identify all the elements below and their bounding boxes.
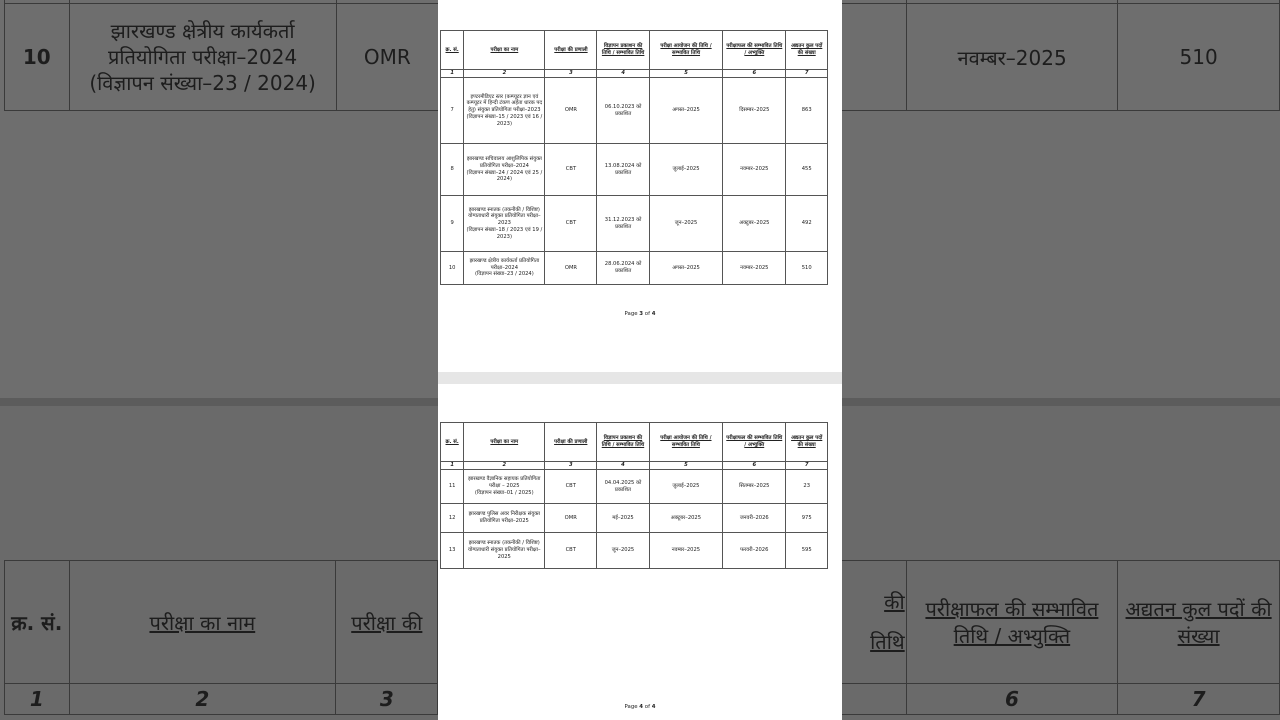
header-exam-name: परीक्षा का नाम	[464, 31, 545, 70]
cell-serial-no: 7	[441, 78, 464, 144]
cell-result-date: नवम्बर–2025	[723, 252, 786, 285]
cell-exam-mode: OMR	[545, 504, 597, 533]
header-exam-date: परीक्षा आयोजन की तिथि / सम्भावित तिथि	[649, 423, 722, 462]
cell-exam-mode: CBT	[545, 533, 597, 569]
bg-header-posts: अद्यतन कुल पदों की संख्या	[1118, 561, 1280, 684]
column-number: 2	[464, 70, 545, 78]
cell-exam-name: झारखण्ड सचिवालय आशुलिपिक संयुक्त प्रतियोगिता परीक्षा–2024 (विज्ञापन संख्या–24 / 2024 एवं 25 / 2024)	[464, 144, 545, 196]
column-number: 7	[786, 462, 828, 470]
cell-serial-no: 8	[441, 144, 464, 196]
table-row	[441, 196, 828, 252]
cell-exam-date: जुलाई–2025	[649, 470, 722, 504]
cell-exam-name: इण्टरमीडिएट स्तर (कम्प्यूटर ज्ञान एवं कम्प्यूटर में हिन्दी टंकण अर्हता धारक पद हेतु) संयुक्त प्रतियोगिता परीक्षा–2023 (विज्ञापन संख्या–15 / 2023 एवं 16 / 2023)	[464, 78, 545, 144]
exam-schedule-table-page-4	[440, 422, 828, 569]
cell-advertisement-date: 04.04.2025 को प्रकाशित	[597, 470, 649, 504]
bg-header-sno: क्र. सं.	[5, 561, 70, 684]
cell-exam-name: झारखण्ड क्षेत्रीय कार्यकर्ता प्रतियोगिता परीक्षा–2024 (विज्ञापन संख्या–23 / 2024)	[464, 252, 545, 285]
cell-result-date: अक्टूबर–2025	[723, 196, 786, 252]
cell-exam-name: झारखण्ड वैज्ञानिक सहायक प्रतियोगिता परीक्षा – 2025 (विज्ञापन संख्या–01 / 2025)	[464, 470, 545, 504]
cell-exam-mode: CBT	[545, 470, 597, 504]
cell-total-posts: 492	[786, 196, 828, 252]
bg-exam-name: झारखण्ड क्षेत्रीय कार्यकर्ता प्रतियोगिता परीक्षा–2024 (विज्ञापन संख्या–23 / 2024)	[69, 4, 336, 111]
column-number: 3	[545, 462, 597, 470]
column-number: 4	[597, 462, 649, 470]
bg-posts: 510	[1118, 4, 1280, 111]
document-viewer[interactable]	[438, 0, 842, 720]
cell-total-posts: 510	[786, 252, 828, 285]
header-advertisement-date: विज्ञापन प्रकाशन की तिथि / सम्भावित तिथि	[597, 31, 649, 70]
cell-advertisement-date: 13.08.2024 को प्रकाशित	[597, 144, 649, 196]
document-page-4	[438, 384, 842, 720]
cell-exam-date: अक्टूबर–2025	[649, 504, 722, 533]
bg-num-7: 7	[1118, 684, 1280, 715]
table-row	[441, 533, 828, 569]
column-number: 5	[649, 462, 722, 470]
table-row	[441, 78, 828, 144]
column-number: 6	[723, 462, 786, 470]
footer-prefix: Page	[624, 704, 640, 710]
cell-exam-date: जून–2025	[649, 196, 722, 252]
cell-advertisement-date: 31.12.2023 को प्रकाशित	[597, 196, 649, 252]
header-total-posts: अद्यतन कुल पदों की संख्या	[786, 423, 828, 462]
cell-total-posts: 863	[786, 78, 828, 144]
footer-total-pages: 4	[651, 311, 656, 317]
footer-of: of	[643, 704, 652, 710]
cell-advertisement-date: 06.10.2023 को प्रकाशित	[597, 78, 649, 144]
column-number-row	[441, 462, 828, 470]
cell-advertisement-date: 28.06.2024 को प्रकाशित	[597, 252, 649, 285]
cell-total-posts: 23	[786, 470, 828, 504]
cell-serial-no: 10	[441, 252, 464, 285]
bg-num-6: 6	[906, 684, 1117, 715]
bg-mode: OMR	[336, 4, 438, 111]
column-number: 2	[464, 462, 545, 470]
bg-sno: 10	[5, 4, 70, 111]
bg-header-exam: की तिथि	[438, 561, 906, 684]
page-footer	[438, 311, 842, 317]
cell-exam-mode: OMR	[545, 252, 597, 285]
bg-num-2: 2	[69, 684, 336, 715]
cell-exam-mode: CBT	[545, 144, 597, 196]
column-number: 7	[786, 70, 828, 78]
page-separator	[438, 372, 842, 384]
cell-result-date: जनवरी–2026	[723, 504, 786, 533]
table-row	[441, 144, 828, 196]
cell-serial-no: 13	[441, 533, 464, 569]
cell-exam-name: झारखण्ड पुलिस अवर निरीक्षक संयुक्त प्रतियोगिता परीक्षा–2025	[464, 504, 545, 533]
column-number: 1	[441, 70, 464, 78]
header-total-posts: अद्यतन कुल पदों की संख्या	[786, 31, 828, 70]
cell-advertisement-date: जून–2025	[597, 533, 649, 569]
cell-serial-no: 9	[441, 196, 464, 252]
exam-schedule-table-page-3	[440, 30, 828, 285]
cell-total-posts: 455	[786, 144, 828, 196]
column-number: 1	[441, 462, 464, 470]
footer-page-number: 3	[639, 311, 644, 317]
header-exam-name: परीक्षा का नाम	[464, 423, 545, 462]
cell-exam-mode: OMR	[545, 78, 597, 144]
column-number: 5	[649, 70, 722, 78]
cell-result-date: नवम्बर–2025	[723, 144, 786, 196]
column-number: 3	[545, 70, 597, 78]
header-advertisement-date: विज्ञापन प्रकाशन की तिथि / सम्भावित तिथि	[597, 423, 649, 462]
document-page-3	[438, 0, 842, 372]
footer-of: of	[643, 311, 652, 317]
cell-exam-date: नवम्बर–2025	[649, 533, 722, 569]
cell-exam-date: जुलाई–2025	[649, 144, 722, 196]
table-row	[441, 504, 828, 533]
column-number-row	[441, 70, 828, 78]
cell-exam-name: झारखण्ड स्नातक (तकनीकी / विशिष्ट) योग्यताधारी संयुक्त प्रतियोगिता परीक्षा–2025	[464, 533, 545, 569]
bg-num-3: 3	[336, 684, 438, 715]
cell-exam-date: अगस्त–2025	[649, 78, 722, 144]
header-serial-no: क्र. सं.	[441, 423, 464, 462]
table-header-row	[441, 423, 828, 462]
cell-exam-date: अगस्त–2025	[649, 252, 722, 285]
header-serial-no: क्र. सं.	[441, 31, 464, 70]
header-result-date: परीक्षाफल की सम्भावित तिथि / अभ्युक्ति	[723, 423, 786, 462]
page-footer	[438, 704, 842, 710]
header-exam-date: परीक्षा आयोजन की तिथि / सम्भावित तिथि	[649, 31, 722, 70]
cell-exam-mode: CBT	[545, 196, 597, 252]
bg-num-1: 1	[5, 684, 70, 715]
footer-total-pages: 4	[651, 704, 656, 710]
cell-advertisement-date: मई–2025	[597, 504, 649, 533]
cell-total-posts: 975	[786, 504, 828, 533]
cell-exam-name: झारखण्ड स्नातक (तकनीकी / विशिष्ट) योग्यताधारी संयुक्त प्रतियोगिता परीक्षा–2023 (विज्ञापन संख्या–18 / 2023 एवं 19 / 2023)	[464, 196, 545, 252]
bg-header-mode: परीक्षा की	[336, 561, 438, 684]
cell-result-date: फरवरी–2026	[723, 533, 786, 569]
table-row	[441, 252, 828, 285]
bg-result: नवम्बर–2025	[906, 4, 1117, 111]
header-exam-mode: परीक्षा की प्रणाली	[545, 31, 597, 70]
table-row	[441, 470, 828, 504]
cell-result-date: दिसम्बर–2025	[723, 78, 786, 144]
column-number: 6	[723, 70, 786, 78]
bg-header-name: परीक्षा का नाम	[69, 561, 336, 684]
footer-page-number: 4	[639, 704, 644, 710]
cell-serial-no: 11	[441, 470, 464, 504]
table-header-row	[441, 31, 828, 70]
cell-result-date: सितम्बर–2025	[723, 470, 786, 504]
cell-total-posts: 595	[786, 533, 828, 569]
footer-prefix: Page	[624, 311, 640, 317]
column-number: 4	[597, 70, 649, 78]
bg-header-result: परीक्षाफल की सम्भावित तिथि / अभ्युक्ति	[906, 561, 1117, 684]
header-exam-mode: परीक्षा की प्रणाली	[545, 423, 597, 462]
cell-serial-no: 12	[441, 504, 464, 533]
header-result-date: परीक्षाफल की सम्भावित तिथि / अभ्युक्ति	[723, 31, 786, 70]
